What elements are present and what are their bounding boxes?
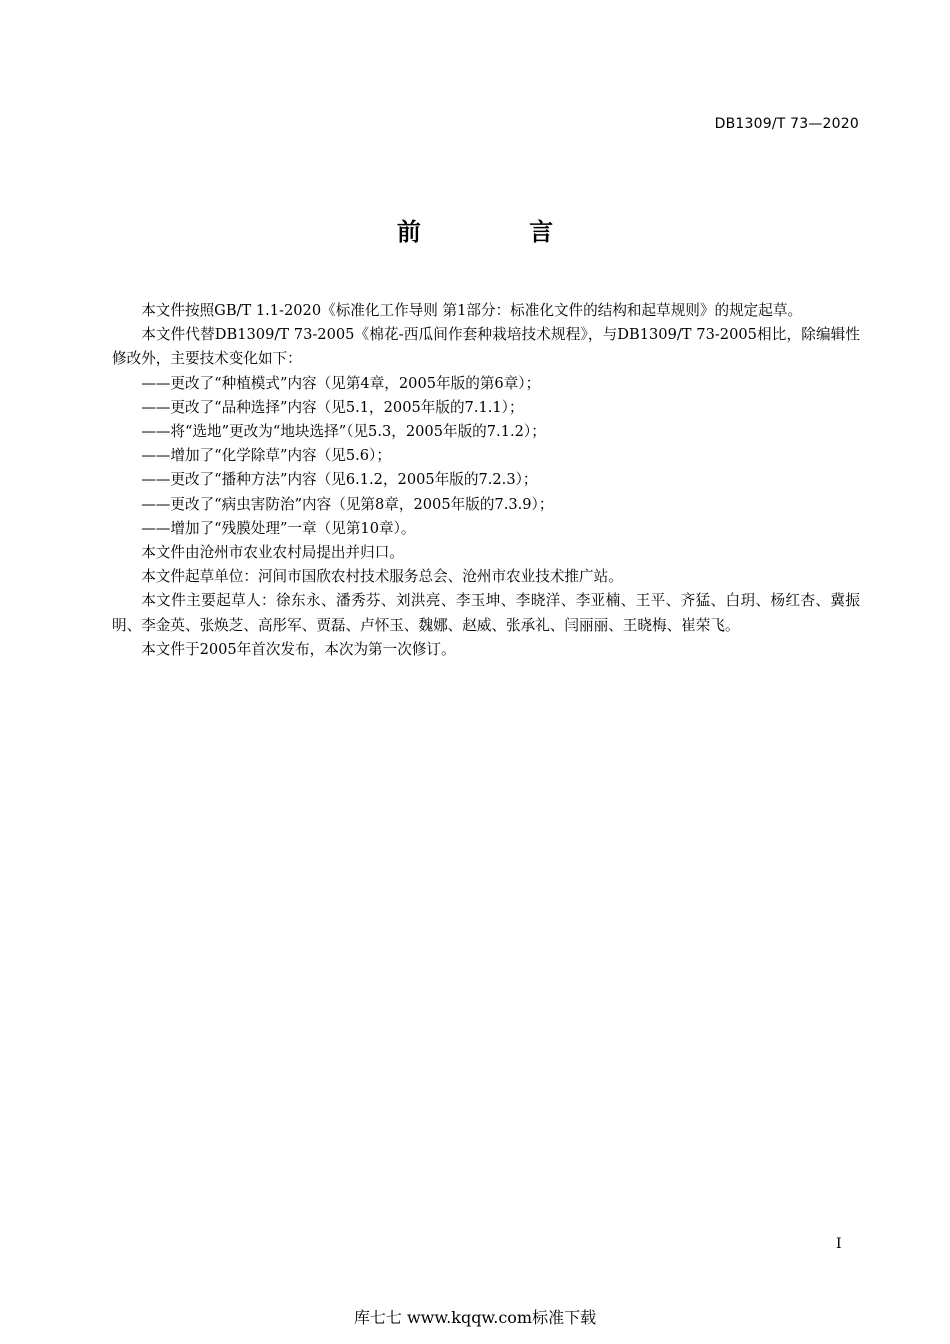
document-code: DB1309/T 73—2020 <box>714 116 859 132</box>
change-item-variety-selection: ——更改了“品种选择”内容（见5.1，2005年版的7.1.1）； <box>141 398 524 416</box>
paragraph-drafters: 本文件主要起草人：徐东永、潘秀芬、刘洪亮、李玉坤、李晓洋、李亚楠、王平、齐猛、白玥、杨红杏、冀振明、李金英、张焕芝、高彤军、贾磊、卢怀玉、魏娜、赵威、张承礼、闫丽丽、王晓梅、崔荣飞。 <box>112 592 860 634</box>
change-item-plot-selection: ——将“选地”更改为“地块选择”（见5.3，2005年版的7.1.2）； <box>141 423 546 441</box>
paragraph-replacement: 本文件代替DB1309/T 73-2005《棉花-西瓜间作套种栽培技术规程》，与DB1309/T 73-2005相比，除编辑性修改外，主要技术变化如下： <box>112 326 860 368</box>
foreword-body <box>112 299 860 662</box>
change-item-residual-film: ——增加了“残膜处理”一章（见第10章）。 <box>141 519 416 537</box>
paragraph-drafting-units: 本文件起草单位：河间市国欣农村技术服务总会、沧州市农业技术推广站。 <box>141 568 623 586</box>
change-item-sowing-method: ——更改了“播种方法”内容（见6.1.2，2005年版的7.2.3）； <box>141 471 538 489</box>
change-item-pest-control: ——更改了“病虫害防治”内容（见第8章，2005年版的7.3.9）； <box>141 495 554 513</box>
paragraph-release-history: 本文件于2005年首次发布，本次为第一次修订。 <box>141 640 456 658</box>
page-title: 前 言 <box>396 218 604 246</box>
footer-watermark: 库七七 www.kqqw.com标准下载 <box>353 1308 597 1327</box>
change-item-planting-mode: ——更改了“种植模式”内容（见第4章，2005年版的第6章）； <box>141 374 541 392</box>
paragraph-proposer: 本文件由沧州市农业农村局提出并归口。 <box>141 544 404 562</box>
page-number: I <box>836 1236 842 1252</box>
change-item-chemical-weeding: ——增加了“化学除草”内容（见5.6）； <box>141 447 391 465</box>
paragraph-standard-basis: 本文件按照GB/T 1.1-2020《标准化工作导则 第1部分：标准化文件的结构和起草规则》的规定起草。 <box>141 302 803 319</box>
